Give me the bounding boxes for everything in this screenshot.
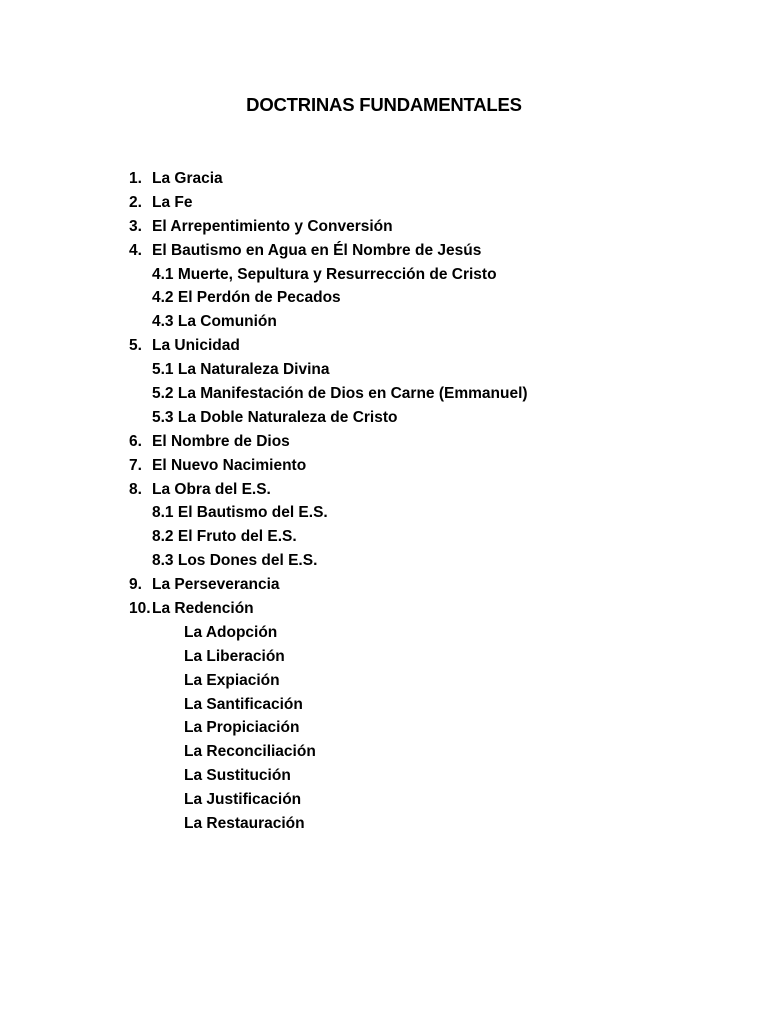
list-item-number: 10. bbox=[129, 600, 151, 618]
list-item-text: La Fe bbox=[152, 193, 193, 211]
list-item-number: 9. bbox=[129, 576, 142, 594]
list-item-text: La Restauración bbox=[184, 815, 305, 833]
list-item-text: 5.2 La Manifestación de Dios en Carne (Emmanuel) bbox=[152, 385, 528, 403]
document-title: DOCTRINAS FUNDAMENTALES bbox=[246, 94, 522, 115]
list-item-text: 8.3 Los Dones del E.S. bbox=[152, 552, 318, 570]
list-item-text: La Redención bbox=[152, 600, 254, 618]
list-item-number: 8. bbox=[129, 480, 142, 498]
list-item-text: La Gracia bbox=[152, 170, 223, 187]
list-item-text: El Arrepentimiento y Conversión bbox=[152, 217, 393, 235]
list-item-number: 6. bbox=[129, 432, 142, 450]
list-item-text: La Obra del E.S. bbox=[152, 480, 271, 498]
list-item-text: El Nombre de Dios bbox=[152, 432, 290, 450]
list-item-number: 3. bbox=[129, 217, 142, 235]
list-item-text: La Reconciliación bbox=[184, 743, 316, 761]
list-item-text: La Justificación bbox=[184, 791, 302, 809]
list-item-text: 4.2 El Perdón de Pecados bbox=[152, 289, 341, 307]
list-item-text: La Unicidad bbox=[152, 337, 240, 355]
list-item-text: 4.1 Muerte, Sepultura y Resurrección de Cristo bbox=[152, 265, 497, 283]
list-item-number: 1. bbox=[129, 170, 142, 187]
list-item-text: La Adopción bbox=[184, 623, 278, 641]
list-item-text: La Perseverancia bbox=[152, 576, 280, 594]
list-item-text: 4.3 La Comunión bbox=[152, 313, 277, 331]
list-item-text: La Liberación bbox=[184, 647, 285, 665]
list-item-text: 8.2 El Fruto del E.S. bbox=[152, 528, 297, 546]
list-item-text: El Nuevo Nacimiento bbox=[152, 456, 307, 474]
list-item-number: 7. bbox=[129, 456, 142, 474]
list-item-text: La Propiciación bbox=[184, 719, 300, 737]
list-item-text: La Expiación bbox=[184, 671, 280, 689]
list-item-text: El Bautismo en Agua en Él Nombre de Jesús bbox=[152, 241, 482, 259]
list-item-text: 5.3 La Doble Naturaleza de Cristo bbox=[152, 408, 398, 426]
list-item-text: 8.1 El Bautismo del E.S. bbox=[152, 504, 328, 522]
list-item-number: 2. bbox=[129, 193, 142, 211]
list-item-text: 5.1 La Naturaleza Divina bbox=[152, 361, 330, 379]
list-item-text: La Santificación bbox=[184, 695, 303, 713]
list-item-text: La Sustitución bbox=[184, 767, 291, 785]
list-item-number: 4. bbox=[129, 241, 142, 259]
list-item-number: 5. bbox=[129, 337, 142, 355]
